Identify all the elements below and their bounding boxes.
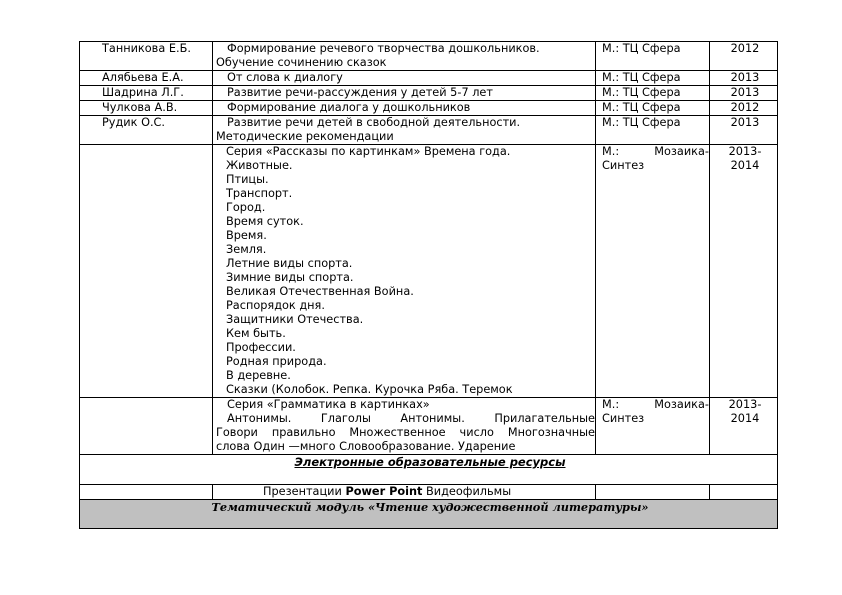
publisher-line: М.: ТЦ Сфера (602, 42, 681, 55)
year-cell (710, 86, 778, 101)
resources-row (80, 485, 778, 500)
year-cell (710, 398, 778, 455)
publisher-cell (596, 116, 710, 145)
module-row (80, 500, 778, 529)
author-cell (80, 398, 213, 455)
title-line: слова Один —много Словообразование. Ударение (216, 440, 516, 453)
title-line: Транспорт. (226, 187, 293, 200)
title-line: Сказки (Колобок. Репка. Курочка Ряба. Теремок (226, 383, 513, 396)
title-line: Кем быть. (226, 327, 286, 340)
year-line: 2013 (730, 116, 760, 129)
publisher-line (602, 398, 709, 412)
title-line: Земля. (226, 243, 267, 256)
publisher-line: М.: ТЦ Сфера (602, 86, 681, 99)
title-line: Обучение сочинению сказок (216, 56, 387, 69)
publisher-line: М.: ТЦ Сфера (602, 101, 681, 114)
title-cell (213, 71, 596, 86)
title-line: Время. (226, 229, 267, 242)
title-line: Город. (226, 201, 266, 214)
publisher-city: М.: (602, 145, 620, 158)
year-line: 2012 (730, 101, 760, 114)
section-cell (80, 455, 778, 485)
year-line: 2013- (728, 145, 762, 158)
publisher-line: Синтез (602, 159, 645, 172)
year-cell (710, 42, 778, 71)
literature-table (79, 41, 778, 529)
publisher-line: М.: ТЦ Сфера (602, 116, 681, 129)
title-line: Летние виды спорта. (226, 257, 353, 270)
title-cell (213, 116, 596, 145)
title-line: Профессии. (226, 341, 296, 354)
title-line: Говори правильно Множественное число Многозначные (216, 426, 595, 439)
publisher-cell (596, 71, 710, 86)
book-row (80, 71, 778, 86)
title-line: В деревне. (226, 369, 291, 382)
title-line: Распорядок дня. (226, 299, 325, 312)
author-cell: Танникова Е.Б. (80, 42, 213, 71)
title-cell (213, 42, 596, 71)
resources-pre: Презентации (263, 485, 346, 498)
section-title: Электронные образовательные ресурсы (294, 455, 566, 469)
book-row (80, 101, 778, 116)
publisher-line: Синтез (602, 412, 645, 425)
title-cell (213, 398, 596, 455)
author-cell: Рудик О.С. (80, 116, 213, 145)
year-line: 2014 (730, 412, 760, 425)
title-cell (213, 86, 596, 101)
title-line: Великая Отечественная Война. (226, 285, 414, 298)
series-row (80, 398, 778, 455)
title-line: Родная природа. (226, 355, 327, 368)
year-cell (710, 71, 778, 86)
publisher-name: Мозаика- (654, 145, 709, 158)
title-cell (213, 145, 596, 398)
author-cell (80, 485, 213, 500)
publisher-cell (596, 101, 710, 116)
author-cell (80, 145, 213, 398)
author-cell: Шадрина Л.Г. (80, 86, 213, 101)
resources-bold: Power Point (345, 485, 423, 498)
year-cell (710, 485, 778, 500)
book-row (80, 116, 778, 145)
book-row (80, 86, 778, 101)
year-line: 2013- (728, 398, 762, 411)
title-line: Развитие речи-рассуждения у детей 5-7 лет (227, 86, 493, 99)
title-cell (213, 101, 596, 116)
series-row (80, 145, 778, 398)
title-line: От слова к диалогу (227, 71, 343, 84)
publisher-cell (596, 145, 710, 398)
title-line: Формирование диалога у дошкольников (227, 101, 471, 114)
year-line: 2013 (730, 86, 760, 99)
publisher-cell (596, 485, 710, 500)
year-line: 2013 (730, 71, 760, 84)
publisher-cell (596, 398, 710, 455)
publisher-line (602, 145, 709, 159)
title-line: Серия «Грамматика в картинках» (227, 398, 430, 411)
title-line: Защитники Отечества. (226, 313, 364, 326)
year-cell (710, 116, 778, 145)
author-cell: Чулкова А.В. (80, 101, 213, 116)
module-title: Тематический модуль «Чтение художественной литературы» (80, 500, 778, 529)
book-row (80, 42, 778, 71)
publisher-city: М.: (602, 398, 620, 411)
title-line: Птицы. (226, 173, 269, 186)
publisher-line: М.: ТЦ Сфера (602, 71, 681, 84)
title-line: Методические рекомендации (216, 130, 394, 143)
year-line: 2012 (730, 42, 760, 55)
resources-cell (213, 485, 596, 500)
section-row (80, 455, 778, 485)
title-line: Животные. (226, 159, 293, 172)
title-line: Серия «Рассказы по картинкам» Времена года. (226, 145, 511, 158)
year-line: 2014 (730, 159, 760, 172)
title-line: Зимние виды спорта. (226, 271, 354, 284)
publisher-cell (596, 42, 710, 71)
resources-post: Видеофильмы (422, 485, 512, 498)
title-line: Развитие речи детей в свободной деятельности. (227, 116, 521, 129)
title-line: Время суток. (226, 215, 304, 228)
author-cell: Алябьева Е.А. (80, 71, 213, 86)
title-line: Антонимы. Глаголы Антонимы. Прилагательные (227, 412, 595, 425)
title-line: Формирование речевого творчества дошкольников. (227, 42, 540, 55)
publisher-name: Мозаика- (654, 398, 709, 411)
year-cell (710, 101, 778, 116)
publisher-cell (596, 86, 710, 101)
year-cell (710, 145, 778, 398)
